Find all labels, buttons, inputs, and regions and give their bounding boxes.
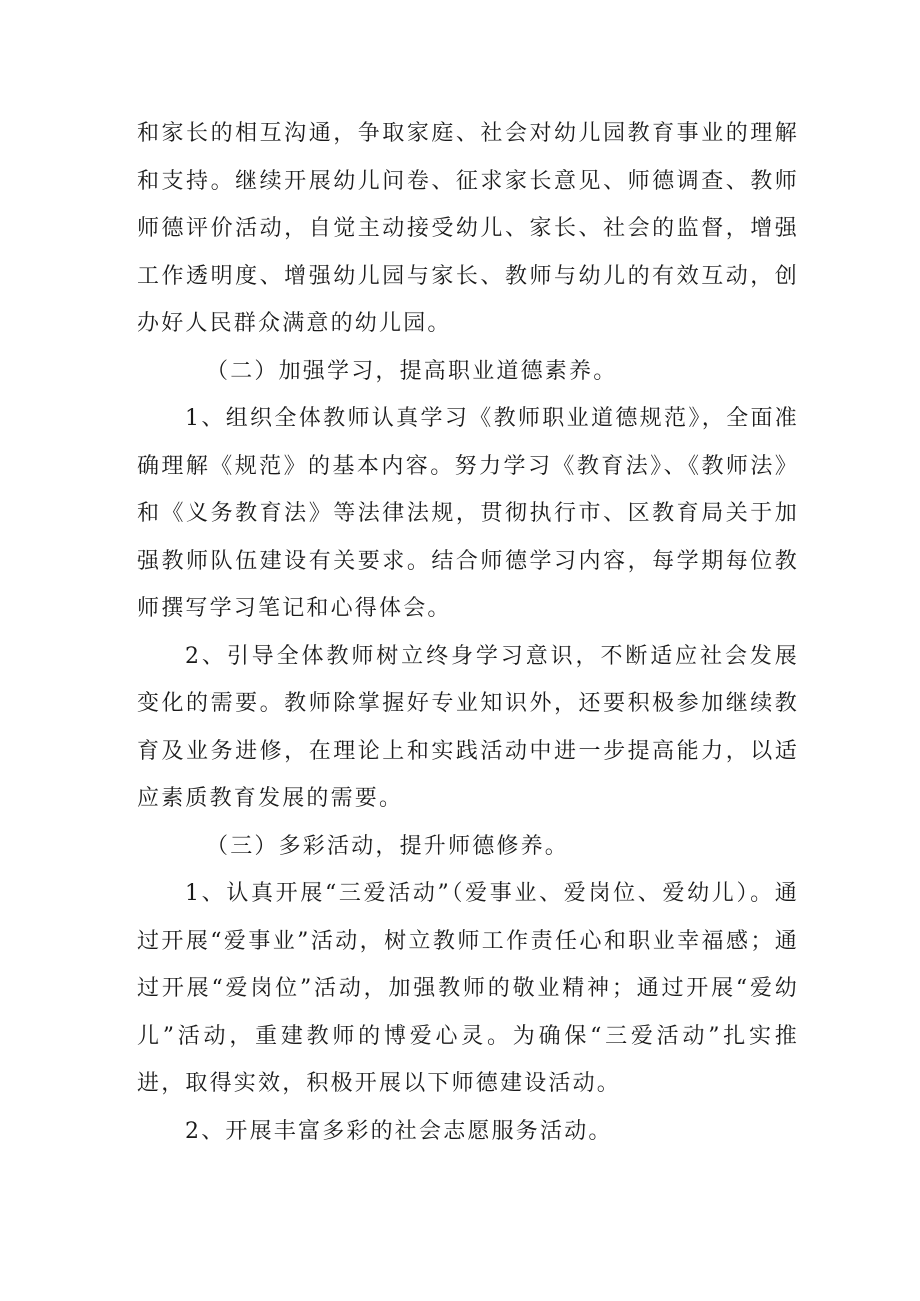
paragraph-continuation: 和家长的相互沟通，争取家庭、社会对幼儿园教育事业的理解和支持。继续开展幼儿问卷、征求家长意见、师德调查、教师师德评价活动，自觉主动接受幼儿、家长、社会的监督，增强工作透明度、增强幼儿园与家长、教师与幼儿的有效互动，创办好人民群众满意的幼儿园。 <box>137 121 799 336</box>
paragraph-item-2-2: 2、引导全体教师树立终身学习意识，不断适应社会发展变化的需要。教师除掌握好专业知识外，还要积极参加继续教育及业务进修，在理论上和实践活动中进一步提高能力，以适应素质教育发展的需要。 <box>137 643 799 811</box>
document-body <box>137 110 799 1155</box>
section-heading-2: （二）加强学习，提高职业道德素养。 <box>206 358 618 384</box>
section-heading-3: （三）多彩活动，提升师德修养。 <box>206 833 570 859</box>
paragraph-item-3-2: 2、开展丰富多彩的社会志愿服务活动。 <box>185 1118 613 1144</box>
paragraph-item-3-1: 1、认真开展“三爱活动”（爱事业、爱岗位、爱幼儿）。通过开展“爱事业”活动，树立教师工作责任心和职业幸福感；通过开展“爱岗位”活动，加强教师的敬业精神；通过开展“爱幼儿”活动，重建教师的博爱心灵。为确保“三爱活动”扎实推进，取得实效，积极开展以下师德建设活动。 <box>137 881 799 1096</box>
paragraph-item-2-1: 1、组织全体教师认真学习《教师职业道德规范》，全面准确理解《规范》的基本内容。努力学习《教育法》、《教师法》和《义务教育法》等法律法规，贯彻执行市、区教育局关于加强教师队伍建设有关要求。结合师德学习内容，每学期每位教师撰写学习笔记和心得体会。 <box>137 406 799 621</box>
